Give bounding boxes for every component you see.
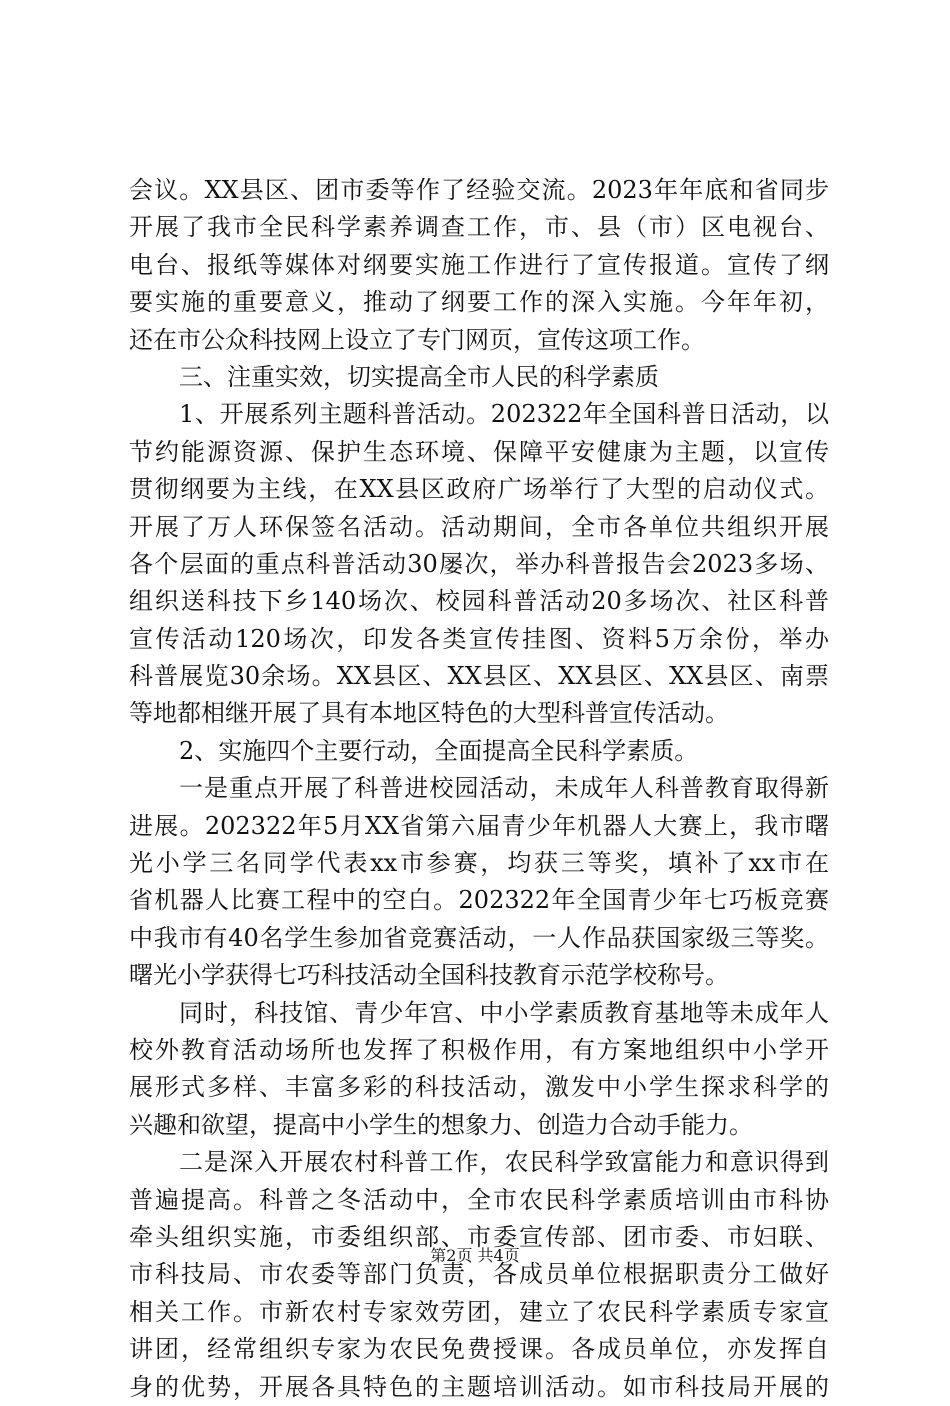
text-line: 曙光小学获得七巧科技活动全国科技教育示范学校称号。 — [129, 961, 729, 990]
text-line: 开展了万人环保签名活动。活动期间，全市各单位共组织开展 — [129, 512, 829, 541]
text-line: 兴趣和欲望，提高中小学生的想象力、创造力合动手能力。 — [129, 1110, 753, 1139]
text-line: 相关工作。市新农村专家效劳团，建立了农民科学素质专家宣 — [129, 1297, 829, 1326]
text-line: 宣传活动120场次，印发各类宣传挂图、资料5万余份，举办 — [129, 624, 829, 653]
text-line: 贯彻纲要为主线，在XX县区政府广场举行了大型的启动仪式。 — [129, 475, 829, 504]
text-line: 节约能源资源、保护生态环境、保障平安健康为主题，以宣传 — [129, 437, 829, 466]
text-line: 普遍提高。科普之冬活动中，全市农民科学素质培训由市科协 — [129, 1185, 829, 1214]
text-line: 同时，科技馆、青少年宫、中小学素质教育基地等未成年人 — [179, 998, 829, 1027]
text-line: 还在市公众科技网上设立了专门网页，宣传这项工作。 — [129, 325, 705, 354]
text-line: 组织送科技下乡140场次、校园科普活动20多场次、社区科普 — [129, 587, 829, 616]
text-line: 中我市有40名学生参加省竞赛活动，一人作品获国家级三等奖。 — [129, 923, 829, 952]
section-heading: 三、注重实效，切实提高全市人民的科学素质 — [179, 362, 659, 391]
text-line: 1、开展系列主题科普活动。202322年全国科普日活动，以 — [179, 400, 829, 429]
text-line: 二是深入开展农村科普工作，农民科学致富能力和意识得到 — [179, 1148, 829, 1177]
text-line: 科普展览30余场。XX县区、XX县区、XX县区、XX县区、南票 — [129, 662, 829, 691]
page-number: 第2页 共4页 — [430, 1246, 520, 1265]
text-line: 会议。XX县区、团市委等作了经验交流。2023年年底和省同步 — [129, 176, 829, 204]
text-line: 光小学三名同学代表xx市参赛，均获三等奖，填补了xx市在 — [129, 849, 829, 878]
text-line: 市科技局、市农委等部门负责，各成员单位根据职责分工做好 — [129, 1260, 829, 1289]
text-line: 讲团，经常组织专家为农民免费授课。各成员单位，亦发挥自 — [129, 1335, 829, 1364]
document-body — [129, 172, 829, 1406]
text-line: 身的优势，开展各具特色的主题培训活动。如市科技局开展的 — [129, 1372, 829, 1401]
text-line: 电台、报纸等媒体对纲要实施工作进行了宣传报道。宣传了纲 — [129, 250, 829, 279]
text-line: 开展了我市全民科学素养调查工作，市、县（市）区电视台、 — [129, 213, 829, 242]
text-line: 各个层面的重点科普活动30屡次，举办科普报告会2023多场、 — [129, 549, 829, 578]
text-line: 进展。202322年5月XX省第六届青少年机器人大赛上，我市曙 — [129, 811, 829, 840]
text-line: 等地都相继开展了具有本地区特色的大型科普宣传活动。 — [129, 699, 729, 728]
text-line: 省机器人比赛工程中的空白。202322年全国青少年七巧板竞赛 — [129, 886, 829, 915]
text-line: 一是重点开展了科普进校园活动，未成年人科普教育取得新 — [179, 774, 829, 803]
page-footer — [0, 1245, 950, 1267]
text-line: 2、实施四个主要行动，全面提高全民科学素质。 — [179, 736, 699, 765]
text-line: 展形式多样、丰富多彩的科技活动，激发中小学生探求科学的 — [129, 1073, 829, 1102]
text-line: 牵头组织实施，市委组织部、市委宣传部、团市委、市妇联、 — [129, 1222, 829, 1251]
text-line: 校外教育活动场所也发挥了积极作用，有方案地组织中小学开 — [129, 1035, 829, 1064]
text-line: 要实施的重要意义，推动了纲要工作的深入实施。今年年初， — [129, 288, 829, 317]
